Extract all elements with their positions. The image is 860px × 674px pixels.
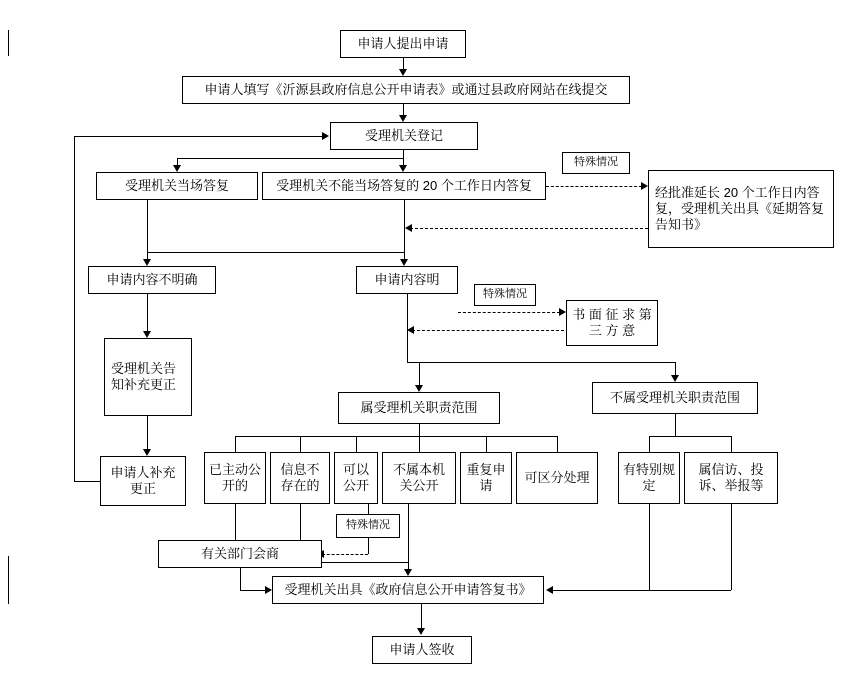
edge-right-children-down bbox=[649, 504, 650, 590]
node-notify-supplement: 受理机关告知补充更正 bbox=[104, 338, 192, 416]
edge-bus-to-clear bbox=[404, 252, 405, 259]
edge-child-7 bbox=[649, 436, 650, 452]
node-applicant-submit: 申请人提出申请 bbox=[340, 30, 466, 58]
node-special-case-3: 特殊情况 bbox=[336, 514, 400, 538]
edge-consultation-to-replydoc bbox=[240, 590, 266, 591]
edge-child-6 bbox=[557, 436, 558, 452]
edge-special3-to-consultation bbox=[322, 554, 368, 555]
edge-child-2 bbox=[300, 436, 301, 452]
arrow-bus-to-replydoc bbox=[404, 569, 412, 576]
arrow-submit-to-form bbox=[399, 69, 407, 76]
arrow-notify-to-supplement bbox=[143, 449, 151, 456]
node-issue-reply-doc: 受理机关出具《政府信息公开申请答复书》 bbox=[272, 576, 544, 604]
node-content-clear: 申请内容明 bbox=[356, 266, 458, 294]
page-edge-mark-bottom bbox=[8, 556, 9, 604]
arrow-consultation-to-replydoc bbox=[265, 586, 272, 594]
node-dept-consultation: 有关部门会商 bbox=[158, 540, 322, 568]
edge-right-bus-bottom bbox=[551, 590, 731, 591]
edge-clear-to-thirdparty-dashed bbox=[458, 312, 560, 313]
arrow-form-to-register bbox=[399, 115, 407, 122]
node-special-rules: 有特别规定 bbox=[618, 452, 680, 504]
node-not-this-agency: 不属本机关公开 bbox=[382, 452, 456, 504]
edge-thirdparty-return-dashed bbox=[412, 330, 564, 331]
node-separable-handling: 可区分处理 bbox=[516, 452, 598, 504]
edge-bus-to-outside bbox=[675, 362, 676, 375]
node-third-party-opinion: 书 面 征 求 第 三 方 意 bbox=[566, 300, 658, 346]
node-already-public: 已主动公开的 bbox=[204, 452, 266, 504]
arrow-replydoc-to-receipt bbox=[417, 628, 425, 635]
edge-special3-up bbox=[368, 504, 369, 514]
node-fill-form: 申请人填写《沂源县政府信息公开申请表》或通过县政府网站在线提交 bbox=[182, 76, 630, 104]
node-registration: 受理机关登记 bbox=[330, 122, 478, 150]
node-petition-complaint: 属信访、投诉、举报等 bbox=[684, 452, 778, 504]
arrow-bus-to-unclear bbox=[143, 259, 151, 266]
page-edge-mark-top bbox=[8, 30, 9, 56]
node-repeat-application: 重复申请 bbox=[460, 452, 512, 504]
edge-onsite-down bbox=[147, 200, 148, 252]
arrow-bus-to-outside bbox=[671, 375, 679, 382]
edge-children-down-4 bbox=[408, 504, 409, 562]
edge-onsite-bus bbox=[147, 252, 405, 253]
node-within-scope: 属受理机关职责范围 bbox=[338, 392, 500, 424]
edge-supplement-to-left-loop bbox=[74, 481, 100, 482]
edge-special3-down bbox=[368, 538, 369, 554]
edge-register-down bbox=[403, 150, 404, 158]
edge-child-3 bbox=[356, 436, 357, 452]
edge-submit-to-form bbox=[403, 58, 404, 69]
arrow-extension-return bbox=[405, 224, 412, 232]
edge-bus-to-20day bbox=[403, 158, 404, 165]
edge-register-bus bbox=[177, 158, 404, 159]
arrow-unclear-to-notify bbox=[143, 331, 151, 338]
arrow-bus-to-20day bbox=[399, 165, 407, 172]
edge-consultation-down bbox=[240, 568, 241, 590]
edge-child-5 bbox=[486, 436, 487, 452]
edge-bus-to-unclear bbox=[147, 252, 148, 259]
edge-child-1 bbox=[235, 436, 236, 452]
arrow-bus-to-clear bbox=[400, 259, 408, 266]
arrow-bus-to-within bbox=[415, 385, 423, 392]
arrow-20day-to-extension bbox=[641, 182, 648, 190]
edge-extension-return-dashed bbox=[410, 228, 648, 229]
edge-bus-to-replydoc bbox=[408, 562, 409, 569]
edge-outside-down bbox=[675, 414, 676, 436]
arrow-bus-to-onsite bbox=[173, 165, 181, 172]
node-content-unclear: 申请内容不明确 bbox=[88, 266, 216, 294]
edge-notify-to-supplement bbox=[147, 416, 148, 449]
edge-child-4 bbox=[419, 436, 420, 452]
edge-right-children-down-2 bbox=[731, 504, 732, 590]
node-extension-notice: 经批准延长 20 个工作日内答复，受理机关出具《延期答复告知书》 bbox=[648, 170, 834, 248]
node-can-disclose: 可以公开 bbox=[334, 452, 378, 504]
edge-form-to-register bbox=[403, 104, 404, 115]
node-special-case-2: 特殊情况 bbox=[474, 284, 536, 306]
node-special-case-1: 特殊情况 bbox=[562, 152, 630, 174]
arrow-thirdparty-return bbox=[407, 326, 414, 334]
edge-clear-split-bus bbox=[407, 362, 675, 363]
node-info-not-exist: 信息不存在的 bbox=[270, 452, 330, 504]
edge-bus-to-onsite bbox=[177, 158, 178, 165]
edge-child-8 bbox=[731, 436, 732, 452]
edge-within-down bbox=[419, 424, 420, 436]
edge-outside-children-bus bbox=[649, 436, 731, 437]
arrow-right-to-replydoc bbox=[546, 586, 553, 594]
arrow-clear-to-thirdparty bbox=[559, 308, 566, 316]
node-20day-reply: 受理机关不能当场答复的 20 个工作日内答复 bbox=[262, 172, 546, 200]
node-outside-scope: 不属受理机关职责范围 bbox=[592, 382, 758, 414]
node-applicant-receipt: 申请人签收 bbox=[372, 636, 472, 664]
arrow-left-loop-to-register bbox=[322, 132, 329, 140]
edge-replydoc-to-receipt bbox=[421, 604, 422, 628]
edge-unclear-to-notify bbox=[147, 294, 148, 331]
edge-left-loop-vertical bbox=[74, 136, 75, 481]
edge-within-children-bus bbox=[235, 436, 557, 437]
node-onsite-reply: 受理机关当场答复 bbox=[96, 172, 258, 200]
edge-bus-to-within bbox=[419, 362, 420, 385]
edge-left-loop-to-register bbox=[74, 136, 322, 137]
node-applicant-supplement: 申请人补充更正 bbox=[100, 456, 186, 506]
edge-20day-to-extension-dashed bbox=[546, 186, 642, 187]
